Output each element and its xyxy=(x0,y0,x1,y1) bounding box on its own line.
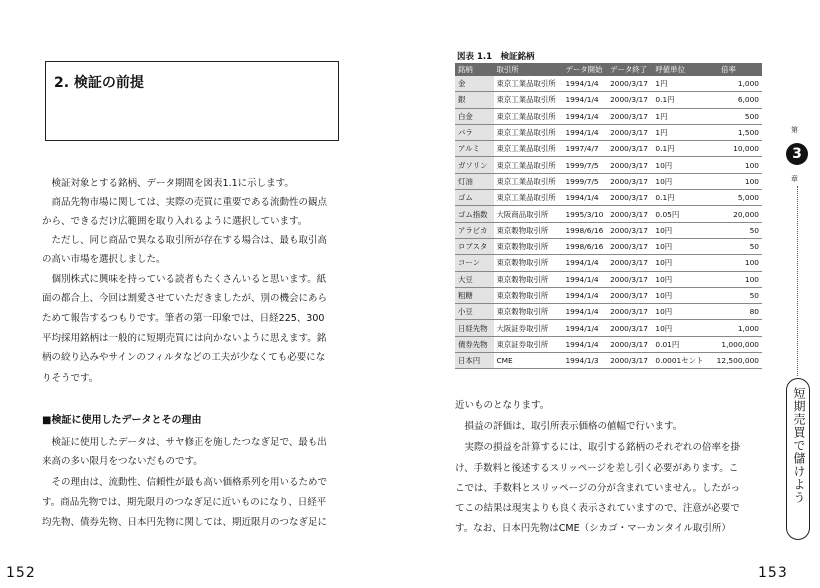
table-cell: 2000/3/17 xyxy=(607,108,652,124)
table-cell: 10円 xyxy=(652,255,707,271)
table-cell: 2000/3/17 xyxy=(607,353,652,369)
table-cell: 1994/1/4 xyxy=(562,320,607,336)
table-cell: 大豆 xyxy=(455,271,494,287)
table-cell: 債券先物 xyxy=(455,336,494,352)
table-row xyxy=(455,190,762,206)
table-cell: 東京工業品取引所 xyxy=(494,157,563,173)
table-cell: 東京工業品取引所 xyxy=(494,108,563,124)
table-cell: 灯油 xyxy=(455,173,494,189)
table-cell: 100 xyxy=(707,157,762,173)
chapter-label-top: 第 xyxy=(791,126,798,134)
table-header: データ開始 xyxy=(562,63,607,76)
table-cell: パラ xyxy=(455,124,494,140)
stock-table xyxy=(455,63,762,369)
table-cell: 白金 xyxy=(455,108,494,124)
table-cell: 2000/3/17 xyxy=(607,124,652,140)
table-cell: 1994/1/4 xyxy=(562,304,607,320)
table-row xyxy=(455,238,762,254)
table-header: 取引所 xyxy=(494,63,563,76)
table-cell: 2000/3/17 xyxy=(607,92,652,108)
table-cell: 東京工業品取引所 xyxy=(494,124,563,140)
table-row xyxy=(455,304,762,320)
table-cell: 2000/3/17 xyxy=(607,206,652,222)
table-cell: 2000/3/17 xyxy=(607,190,652,206)
page-number-left: 152 xyxy=(6,565,36,581)
table-row xyxy=(455,271,762,287)
table-cell: 小豆 xyxy=(455,304,494,320)
table-cell: 粗糖 xyxy=(455,287,494,303)
table-cell: 2000/3/17 xyxy=(607,255,652,271)
table-cell: 10円 xyxy=(652,238,707,254)
table-row xyxy=(455,92,762,108)
table-cell: CME xyxy=(494,353,563,369)
table-cell: 東京工業品取引所 xyxy=(494,141,563,157)
right-paragraph: け、手数料と後述するスリッページを差し引く必要があります。こ xyxy=(455,463,739,474)
table-header: 倍率 xyxy=(707,63,762,76)
table-cell: 東京穀物取引所 xyxy=(494,287,563,303)
table-cell: ゴム指数 xyxy=(455,206,494,222)
table-row xyxy=(455,222,762,238)
left-paragraph: 検証に使用したデータは、サヤ修正を施したつなぎ足で、最も出 xyxy=(42,437,327,448)
page-number-right: 153 xyxy=(758,565,788,581)
right-paragraph: 近いものとなります。 xyxy=(455,400,550,411)
table-cell: 0.0001セント xyxy=(652,353,707,369)
right-paragraph: 損益の評価は、取引所表示価格の値幅で行います。 xyxy=(455,421,683,432)
table-cell: 1994/1/3 xyxy=(562,353,607,369)
table-cell: 1994/1/4 xyxy=(562,255,607,271)
table-cell: 80 xyxy=(707,304,762,320)
table-cell: 1円 xyxy=(652,108,707,124)
left-paragraph: の高い市場を選択しました。 xyxy=(42,254,166,265)
table-cell: 東京穀物取引所 xyxy=(494,255,563,271)
table-cell: 1994/1/4 xyxy=(562,92,607,108)
table-cell: 0.01円 xyxy=(652,336,707,352)
table-cell: 1,000 xyxy=(707,76,762,92)
table-row xyxy=(455,353,762,369)
table-cell: 東京証券取引所 xyxy=(494,336,563,352)
left-paragraph: ただし、同じ商品で異なる取引所が存在する場合は、最も取引高 xyxy=(42,235,328,246)
table-cell: 10円 xyxy=(652,287,707,303)
table-cell: 10円 xyxy=(652,222,707,238)
table-cell: 東京工業品取引所 xyxy=(494,173,563,189)
table-row xyxy=(455,141,762,157)
left-paragraph: 平均採用銘柄は一般的に短期売買には向かないように思えます。銘 xyxy=(42,333,327,344)
table-row xyxy=(455,336,762,352)
table-cell: 50 xyxy=(707,287,762,303)
chapter-tab-label: 短期売買で儲けよう xyxy=(792,387,806,504)
table-cell: 1,000 xyxy=(707,320,762,336)
table-cell: 東京穀物取引所 xyxy=(494,238,563,254)
table-cell: 2000/3/17 xyxy=(607,157,652,173)
table-cell: 1994/1/4 xyxy=(562,124,607,140)
table-cell: ロブスタ xyxy=(455,238,494,254)
table-cell: 東京工業品取引所 xyxy=(494,76,563,92)
table-cell: 1994/1/4 xyxy=(562,336,607,352)
table-row xyxy=(455,124,762,140)
left-paragraph: りそうです。 xyxy=(42,373,99,384)
table-cell: 0.1円 xyxy=(652,141,707,157)
chapter-number: 3 xyxy=(786,143,808,165)
left-paragraph: 均先物、債券先物、日本円先物に関しては、期近限月のつなぎ足に xyxy=(42,517,328,528)
table-cell: 20,000 xyxy=(707,206,762,222)
figure-title: 図表 1.1 検証銘柄 xyxy=(457,52,535,62)
table-cell: 100 xyxy=(707,271,762,287)
table-cell: 2000/3/17 xyxy=(607,336,652,352)
table-row xyxy=(455,206,762,222)
table-cell: 2000/3/17 xyxy=(607,287,652,303)
table-cell: 10円 xyxy=(652,271,707,287)
table-header: 銘柄 xyxy=(455,63,494,76)
table-cell: 金 xyxy=(455,76,494,92)
section-title-box xyxy=(45,61,339,141)
table-cell: 1円 xyxy=(652,124,707,140)
table-cell: 5,000 xyxy=(707,190,762,206)
right-paragraph: す。なお、日本円先物はCME（シカゴ・マーカンタイル取引所） xyxy=(455,523,731,534)
right-paragraph: こでは、手数料とスリッページの分が含まれていません。したがっ xyxy=(455,483,741,494)
table-cell: 東京工業品取引所 xyxy=(494,190,563,206)
table-cell: 1998/6/16 xyxy=(562,238,607,254)
table-row xyxy=(455,320,762,336)
table-row xyxy=(455,76,762,92)
left-paragraph: 柄の絞り込みやサインのフィルタなどの工夫が少なくても必要にな xyxy=(42,352,326,363)
chapter-divider xyxy=(797,186,798,376)
left-paragraph: 来高の多い限月をつないだものです。 xyxy=(42,456,203,467)
table-cell: 1995/3/10 xyxy=(562,206,607,222)
table-cell: 東京穀物取引所 xyxy=(494,304,563,320)
table-cell: 1997/4/7 xyxy=(562,141,607,157)
table-cell: 1,500 xyxy=(707,124,762,140)
table-cell: ゴム xyxy=(455,190,494,206)
table-cell: 2000/3/17 xyxy=(607,222,652,238)
left-paragraph: 商品先物市場に関しては、実際の売買に重要である流動性の観点 xyxy=(42,197,328,208)
table-cell: 0.05円 xyxy=(652,206,707,222)
table-cell: 東京穀物取引所 xyxy=(494,222,563,238)
table-cell: 10円 xyxy=(652,157,707,173)
table-cell: 10,000 xyxy=(707,141,762,157)
table-cell: 10円 xyxy=(652,304,707,320)
table-cell: 銀 xyxy=(455,92,494,108)
table-cell: ガソリン xyxy=(455,157,494,173)
table-cell: 6,000 xyxy=(707,92,762,108)
table-cell: コーン xyxy=(455,255,494,271)
table-cell: 12,500,000 xyxy=(707,353,762,369)
table-row xyxy=(455,287,762,303)
left-paragraph: から、できるだけ広範囲を取り入れるように選択しています。 xyxy=(42,216,308,227)
table-cell: アルミ xyxy=(455,141,494,157)
left-paragraph: 個別株式に興味を持っている読者もたくさんいると思います。紙 xyxy=(42,274,327,285)
table-cell: 1994/1/4 xyxy=(562,108,607,124)
table-cell: 50 xyxy=(707,222,762,238)
table-cell: 2000/3/17 xyxy=(607,320,652,336)
table-header: 呼値単位 xyxy=(652,63,707,76)
table-cell: 0.1円 xyxy=(652,92,707,108)
table-cell: 大阪証券取引所 xyxy=(494,320,563,336)
table-cell: 10円 xyxy=(652,173,707,189)
left-paragraph: す。商品先物では、期先限月のつなぎ足に近いものになり、日経平 xyxy=(42,497,327,508)
table-cell: 1,000,000 xyxy=(707,336,762,352)
table-cell: 2000/3/17 xyxy=(607,271,652,287)
table-cell: 日本円 xyxy=(455,353,494,369)
table-row xyxy=(455,173,762,189)
table-cell: 0.1円 xyxy=(652,190,707,206)
table-cell: 1999/7/5 xyxy=(562,157,607,173)
table-cell: 10円 xyxy=(652,320,707,336)
right-paragraph: 実際の損益を計算するには、取引する銘柄のそれぞれの倍率を掛 xyxy=(455,442,741,453)
table-cell: 50 xyxy=(707,238,762,254)
table-cell: 東京工業品取引所 xyxy=(494,92,563,108)
section-title: 2. 検証の前提 xyxy=(54,75,144,91)
table-cell: 100 xyxy=(707,173,762,189)
table-row xyxy=(455,255,762,271)
table-cell: 2000/3/17 xyxy=(607,173,652,189)
table-header: データ終了 xyxy=(607,63,652,76)
left-paragraph: 検証対象とする銘柄、データ期間を図表1.1に示します。 xyxy=(42,178,294,189)
table-cell: 1999/7/5 xyxy=(562,173,607,189)
table-cell: 1994/1/4 xyxy=(562,287,607,303)
table-cell: 2000/3/17 xyxy=(607,304,652,320)
table-cell: 2000/3/17 xyxy=(607,141,652,157)
subsection-heading: ■検証に使用したデータとその理由 xyxy=(42,415,202,426)
table-cell: 1円 xyxy=(652,76,707,92)
right-paragraph: てこの結果は現実よりも良く表示されていますので、注意が必要で xyxy=(455,503,740,514)
table-header-row xyxy=(455,63,762,76)
table-cell: アラビカ xyxy=(455,222,494,238)
chapter-side-tab xyxy=(786,378,810,540)
table-cell: 100 xyxy=(707,255,762,271)
left-paragraph: ためて報告するつもりです。筆者の第一印象では、日経225、300 xyxy=(42,313,325,324)
table-cell: 日経先物 xyxy=(455,320,494,336)
table-cell: 東京穀物取引所 xyxy=(494,271,563,287)
table-cell: 1994/1/4 xyxy=(562,190,607,206)
table-cell: 1998/6/16 xyxy=(562,222,607,238)
table-cell: 大阪商品取引所 xyxy=(494,206,563,222)
left-paragraph: 面の都合上、今回は割愛させていただきましたが、別の機会にあら xyxy=(42,293,328,304)
table-row xyxy=(455,108,762,124)
left-paragraph: その理由は、流動性、信頼性が最も高い価格系列を用いるためで xyxy=(42,477,328,488)
table-cell: 500 xyxy=(707,108,762,124)
table-cell: 2000/3/17 xyxy=(607,76,652,92)
table-cell: 1994/1/4 xyxy=(562,271,607,287)
chapter-label-bottom: 章 xyxy=(791,175,798,183)
table-cell: 2000/3/17 xyxy=(607,238,652,254)
table-row xyxy=(455,157,762,173)
table-cell: 1994/1/4 xyxy=(562,76,607,92)
